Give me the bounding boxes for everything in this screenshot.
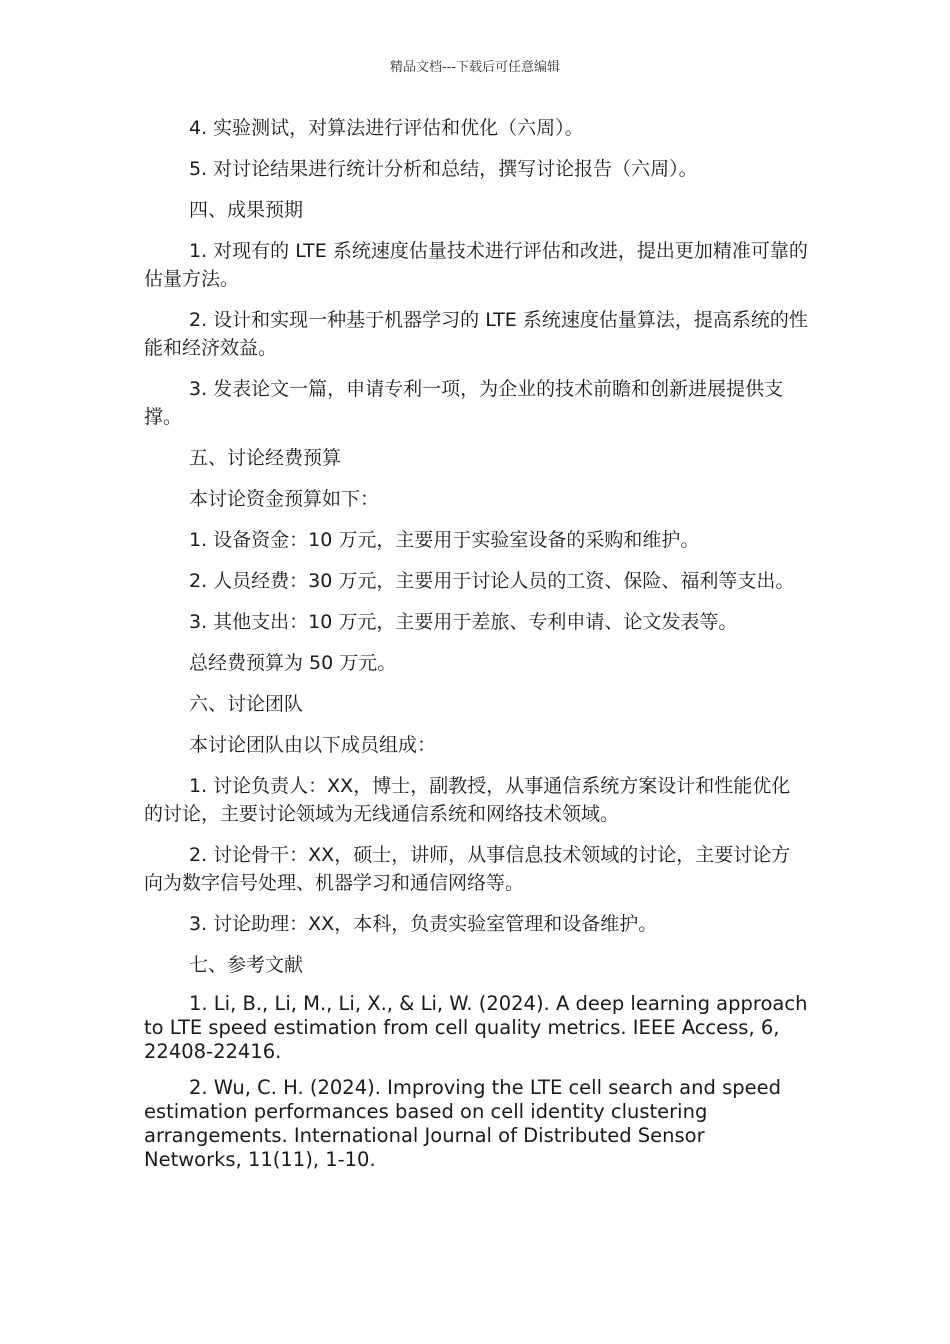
- paragraph: 1. 对现有的 LTE 系统速度估量技术进行评估和改进，提出更加精准可靠的估量方法。: [144, 240, 808, 290]
- paragraph: 1. 设备资金：10 万元，主要用于实验室设备的采购和维护。: [189, 529, 700, 551]
- paragraph: 3. 讨论助理：XX，本科，负责实验室管理和设备维护。: [189, 913, 658, 935]
- section-heading: 七、参考文献: [189, 954, 304, 976]
- paragraph: 本讨论资金预算如下：: [189, 488, 380, 510]
- paragraph: 3. 发表论文一篇，申请专利一项，为企业的技术前瞻和创新进展提供支撑。: [144, 378, 784, 428]
- section-heading: 六、讨论团队: [189, 693, 304, 715]
- paragraph: 5. 对讨论结果进行统计分析和总结，撰写讨论报告（六周）。: [189, 158, 698, 180]
- paragraph: 1. 讨论负责人：XX，博士，副教授，从事通信系统方案设计和性能优化的讨论，主要讨论领域为无线通信系统和网络技术领域。: [144, 775, 791, 825]
- paragraph: 总经费预算为 50 万元。: [189, 652, 397, 674]
- paragraph: 3. 其他支出：10 万元，主要用于差旅、专利申请、论文发表等。: [189, 611, 738, 633]
- page-header: 精品文档---下载后可任意编辑: [389, 60, 561, 75]
- paragraph: 4. 实验测试，对算法进行评估和优化（六周）。: [189, 117, 584, 139]
- section-heading: 五、讨论经费预算: [189, 447, 342, 469]
- paragraph: 本讨论团队由以下成员组成：: [189, 734, 437, 756]
- reference-item: 1. Li, B., Li, M., Li, X., & Li, W. (2024). A deep learning approach to LTE speed estimation from cell quality metrics. IEEE Access, 6, 22408-22416.: [144, 992, 808, 1063]
- paragraph: 2. 讨论骨干：XX，硕士，讲师，从事信息技术领域的讨论，主要讨论方向为数字信号处理、机器学习和通信网络等。: [144, 844, 791, 894]
- paragraph: 2. 设计和实现一种基于机器学习的 LTE 系统速度估量算法，提高系统的性能和经济效益。: [144, 309, 808, 359]
- paragraph: 2. 人员经费：30 万元，主要用于讨论人员的工资、保险、福利等支出。: [189, 570, 795, 592]
- document-body: [144, 114, 808, 1184]
- reference-item: 2. Wu, C. H. (2024). Improving the LTE cell search and speed estimation performances based on cell identity clustering arrangements. International Journal of Distributed Sensor Networks, 11(11), 1-10.: [144, 1076, 781, 1171]
- section-heading: 四、成果预期: [189, 199, 304, 221]
